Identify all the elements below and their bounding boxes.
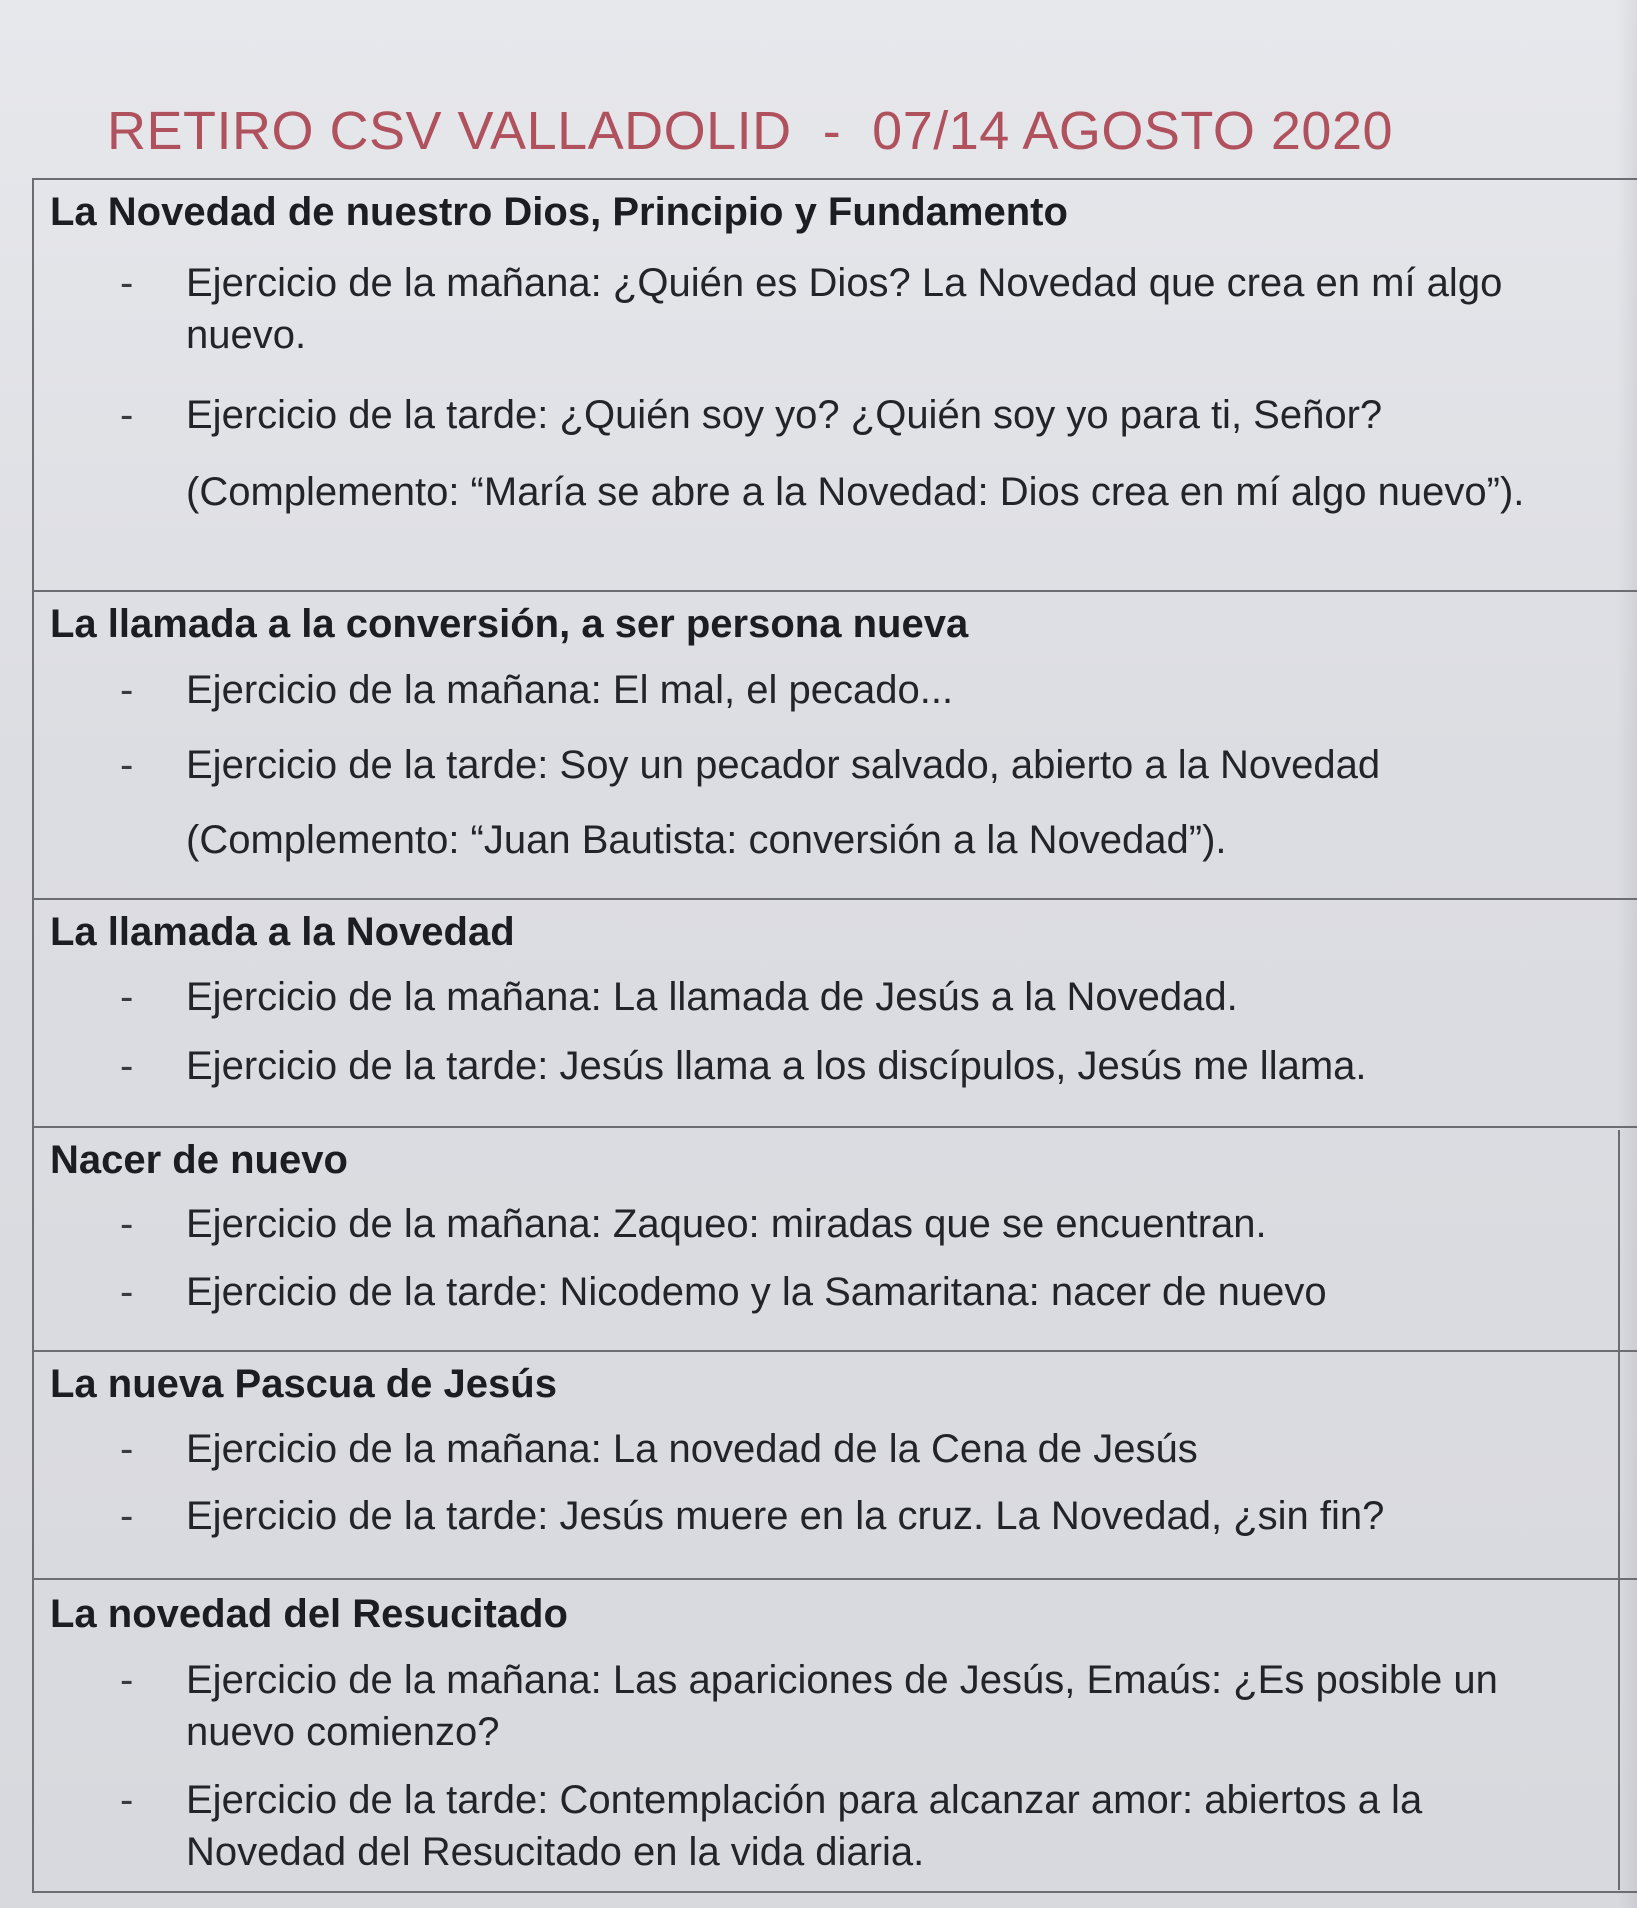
dash-marker: -: [120, 668, 134, 712]
section-heading: La llamada a la Novedad: [50, 910, 515, 954]
section-1: [34, 180, 1637, 592]
item-text: Ejercicio de la tarde: Soy un pecador salvado, abierto a la Novedad: [186, 743, 1381, 787]
dash-marker: -: [120, 1778, 134, 1822]
item-text: Ejercicio de la mañana: El mal, el pecado...: [186, 668, 954, 712]
list-item: [34, 664, 1637, 716]
section-3: [34, 900, 1637, 1128]
table-right-border: [1618, 1130, 1620, 1890]
list-item: [34, 1423, 1637, 1475]
dash-marker: -: [120, 393, 134, 437]
item-text: Ejercicio de la tarde: Jesús llama a los discípulos, Jesús me llama.: [186, 1044, 1367, 1088]
item-text: Ejercicio de la tarde: Contemplación para alcanzar amor: abiertos a la Novedad del Resucitado en la vida diaria.: [186, 1778, 1423, 1874]
schedule-table: [32, 178, 1637, 1893]
section-6: [34, 1580, 1637, 1893]
dash-marker: -: [120, 1427, 134, 1471]
item-text: Ejercicio de la tarde: Jesús muere en la cruz. La Novedad, ¿sin fin?: [186, 1494, 1385, 1538]
list-item: [34, 257, 1637, 367]
section-heading: La Novedad de nuestro Dios, Principio y Fundamento: [50, 190, 1068, 234]
list-item: [34, 1040, 1637, 1092]
item-text: Ejercicio de la tarde: Nicodemo y la Samaritana: nacer de nuevo: [186, 1270, 1327, 1314]
dash-marker: -: [120, 1202, 134, 1246]
section-heading: La nueva Pascua de Jesús: [50, 1362, 557, 1406]
section-heading: La llamada a la conversión, a ser persona nueva: [50, 602, 969, 646]
list-item: [34, 1490, 1637, 1542]
dash-marker: -: [120, 1494, 134, 1538]
item-text: Ejercicio de la mañana: ¿Quién es Dios? La Novedad que crea en mí algo nuevo.: [186, 261, 1503, 357]
list-item: [34, 389, 1637, 441]
complement-text: (Complemento: “Juan Bautista: conversión a la Novedad”).: [186, 818, 1227, 862]
section-heading: Nacer de nuevo: [50, 1138, 348, 1182]
dash-marker: -: [120, 743, 134, 787]
list-item: [34, 1774, 1637, 1884]
list-item: [34, 971, 1637, 1023]
dash-marker: -: [120, 1270, 134, 1314]
dash-marker: -: [120, 1658, 134, 1702]
dash-marker: -: [120, 975, 134, 1019]
section-5: [34, 1352, 1637, 1580]
document-title: RETIRO CSV VALLADOLID - 07/14 AGOSTO 2020: [107, 101, 1394, 161]
list-item: [34, 1654, 1637, 1764]
section-2: [34, 592, 1637, 900]
dash-marker: -: [120, 261, 134, 305]
item-text: Ejercicio de la mañana: Zaqueo: miradas que se encuentran.: [186, 1202, 1267, 1246]
dash-marker: -: [120, 1044, 134, 1088]
item-text: Ejercicio de la mañana: La llamada de Jesús a la Novedad.: [186, 975, 1238, 1019]
section-4: [34, 1128, 1637, 1352]
item-text: Ejercicio de la mañana: La novedad de la Cena de Jesús: [186, 1427, 1198, 1471]
list-item: [34, 1266, 1637, 1318]
list-item: [34, 739, 1637, 791]
item-text: Ejercicio de la tarde: ¿Quién soy yo? ¿Quién soy yo para ti, Señor?: [186, 393, 1383, 437]
complement-text: (Complemento: “María se abre a la Novedad: Dios crea en mí algo nuevo”).: [186, 470, 1525, 514]
list-item: [34, 1198, 1637, 1250]
section-heading: La novedad del Resucitado: [50, 1592, 568, 1636]
item-text: Ejercicio de la mañana: Las apariciones de Jesús, Emaús: ¿Es posible un nuevo comienzo?: [186, 1658, 1498, 1754]
